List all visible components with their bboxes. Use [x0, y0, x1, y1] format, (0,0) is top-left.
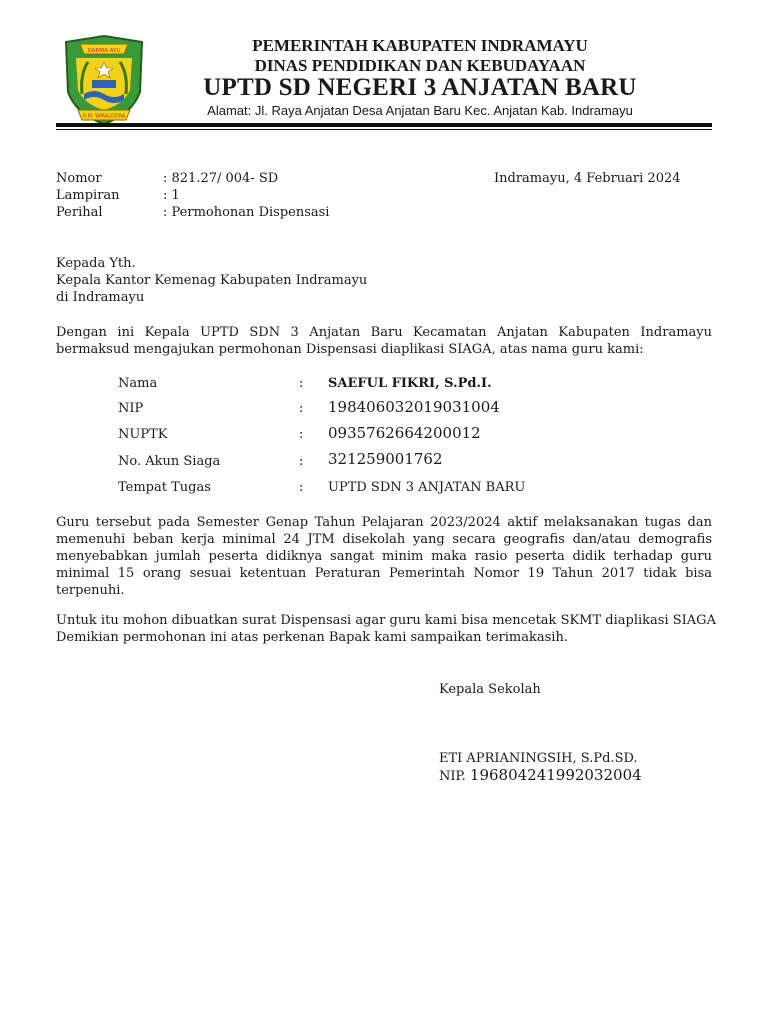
signature-nip-value: 196804241992032004 — [469, 766, 642, 784]
recipient-salutation: Kepada Yth. — [56, 256, 136, 271]
detail-label: Tempat Tugas — [118, 480, 211, 495]
detail-label: No. Akun Siaga — [118, 454, 221, 469]
closing-request: Untuk itu mohon dibuatkan surat Dispensasi agar guru kami bisa mencetak SKMT diaplikasi SIAGA — [56, 613, 716, 628]
detail-separator: : — [299, 454, 304, 469]
nomor-value: : 821.27/ 004- SD — [163, 171, 279, 186]
recipient-location: di Indramayu — [56, 290, 145, 305]
signature-title: Kepala Sekolah — [439, 682, 541, 697]
place-date: Indramayu, 4 Februari 2024 — [494, 171, 681, 186]
perihal-value: : Permohonan Dispensasi — [163, 205, 330, 220]
letterhead-address: Alamat: Jl. Raya Anjatan Desa Anjatan Baru Kec. Anjatan Kab. Indramayu — [207, 103, 633, 118]
header-divider-thin — [56, 129, 712, 130]
logo-top-text: DARMA AYU — [87, 48, 121, 54]
letterhead-department: DINAS PENDIDIKAN DAN KEBUDAYAAN — [254, 56, 586, 75]
detail-separator: : — [299, 480, 304, 495]
letterhead-school-name: UPTD SD NEGERI 3 ANJATAN BARU — [203, 74, 637, 101]
signature-name: ETI APRIANINGSIH, S.Pd.SD. — [439, 751, 638, 766]
logo-bottom-text: R.M. WIRALODRA — [82, 113, 126, 120]
intro-paragraph: Dengan ini Kepala UPTD SDN 3 Anjatan Baru Kecamatan Anjatan Kabupaten Indramayu bermaksud mengajukan permohonan Dispensasi diaplikasi SIAGA, atas nama guru kami: — [56, 325, 712, 357]
detail-separator: : — [299, 427, 304, 442]
detail-value-siaga-account: 321259001762 — [328, 450, 443, 468]
signature-nip-label: NIP. — [439, 769, 466, 784]
detail-label: Nama — [118, 376, 158, 391]
body-paragraph: Guru tersebut pada Semester Genap Tahun Pelajaran 2023/2024 aktif melaksanakan tugas dan memenuhi beban kerja minimal 24 JTM disekolah yang secara geografis dan/atau demografis menyebabkan jumlah peserta didiknya sangat minim maka rasio peserta didik terhadap guru minimal 15 orang sesuai ketentuan Peraturan Pemerintah Nomor 19 Tahun 2017 tidak bisa terpenuhi. — [56, 515, 712, 598]
nomor-label: Nomor — [56, 171, 102, 186]
closing-thanks: Demikian permohonan ini atas perkenan Bapak kami sampaikan terimakasih. — [56, 630, 568, 645]
perihal-label: Perihal — [56, 205, 103, 220]
detail-value-workplace: UPTD SDN 3 ANJATAN BARU — [328, 480, 526, 495]
lampiran-label: Lampiran — [56, 188, 120, 203]
recipient-office: Kepala Kantor Kemenag Kabupaten Indramayu — [56, 273, 368, 288]
detail-label: NUPTK — [118, 427, 168, 442]
detail-value-name: SAEFUL FIKRI, S.Pd.I. — [328, 376, 492, 391]
signature-nip — [439, 767, 642, 785]
detail-value-nuptk: 0935762664200012 — [328, 424, 481, 442]
header-divider-thick — [56, 123, 712, 127]
letterhead-government: PEMERINTAH KABUPATEN INDRAMAYU — [252, 36, 588, 55]
detail-value-nip: 198406032019031004 — [328, 398, 500, 416]
lampiran-value: : 1 — [163, 188, 180, 203]
detail-label: NIP — [118, 401, 144, 416]
detail-separator: : — [299, 376, 304, 391]
regency-emblem-logo — [62, 34, 146, 126]
detail-separator: : — [299, 401, 304, 416]
